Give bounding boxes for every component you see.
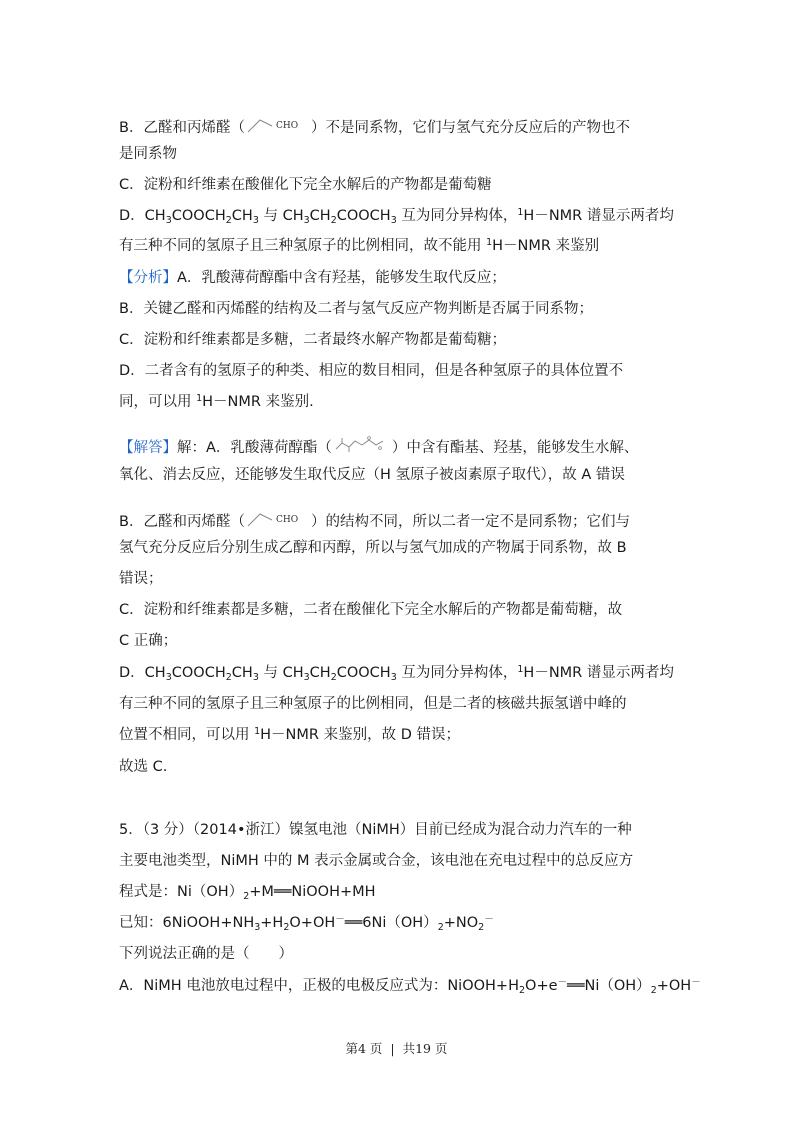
q5-equation: 程式是：$Ni(OH)_2+M══NiOOH+MH$ <box>119 884 376 902</box>
answer-b-cont1: 氢气充分反应后分别生成乙醇和丙醇，所以与氢气加成的产物属于同系物，故 B <box>119 540 627 556</box>
analysis-d-cont: 同，可以用 $^1$H－NMR 来鉴别. <box>119 393 314 410</box>
answer-c-cont: C 正确； <box>119 633 178 649</box>
page-number: 第4 页 <box>345 1041 383 1056</box>
propenal-structure-icon <box>246 114 310 136</box>
q4-option-b: B．乙醛和丙烯醛（ CHO ）不是同系物，它们与氢气充分反应后的产物也不 <box>119 114 630 138</box>
q4-option-d: D．$CH_3COOCH_2CH_3$ 与 $CH_3CH_2COOCH_3$ 互为同分异构体，$^1$H－NMR 谱显示两者均 <box>119 207 674 226</box>
answer-label: 【解答】 <box>119 440 177 456</box>
answer-c: C．淀粉和纤维素都是多糖，二者在酸催化下完全水解后的产物都是葡萄糖，故 <box>119 602 623 618</box>
answer-a: 【解答】解：A．乳酸薄荷醇酯（ ）中含有酯基、羟基，能够发生水解、 <box>119 434 638 458</box>
mol-label: CHO <box>275 515 299 525</box>
answer-b-cont2: 错误； <box>119 571 163 587</box>
q4-option-b-cont: 是同系物 <box>119 146 177 162</box>
analysis-c: C．淀粉和纤维素都是多糖，二者最终水解产物都是葡萄糖； <box>119 332 507 348</box>
answer-final: 故选 C. <box>119 759 168 775</box>
q5-known: 已知：$6NiOOH+NH_3+H_2O+OH^-══6Ni(OH)_2+NO_2^-$ <box>119 914 494 933</box>
q5-line-1: 5．（3 分）（2014•浙江）镍氢电池（NiMH）目前已经成为混合动力汽车的一种 <box>119 822 632 838</box>
answer-d-cont2: 位置不相同，可以用 $^1$H－NMR 来鉴别，故 D 错误； <box>119 726 460 743</box>
total-pages: 共19 页 <box>402 1041 448 1056</box>
analysis-a: 【分析】A．乳酸薄荷醇酯中含有羟基，能够发生取代反应； <box>119 270 506 286</box>
answer-b: B．乙醛和丙烯醛（ CHO ）的结构不同，所以二者一定不是同系物；它们与 <box>119 508 630 532</box>
mol-label: CHO <box>275 121 299 131</box>
analysis-label: 【分析】 <box>119 270 177 286</box>
q5-prompt: 下列说法正确的是（ ） <box>119 946 293 962</box>
answer-d: D．$CH_3COOCH_2CH_3$ 与 $CH_3CH_2COOCH_3$ 互为同分异构体，$^1$H－NMR 谱显示两者均 <box>119 664 674 683</box>
answer-a-cont: 氧化、消去反应，还能够发生取代反应（H 氢原子被卤素原子取代），故 A 错误 <box>119 467 625 483</box>
analysis-b: B．关键乙醛和丙烯醛的结构及二者与氢气反应产物判断是否属于同系物； <box>119 301 593 317</box>
menthyl-lactate-structure-icon <box>333 434 391 456</box>
propenal-structure-icon <box>246 508 310 530</box>
q5-option-a: A．NiMH 电池放电过程中，正极的电极反应式为：$NiOOH+H_2O+e^-══Ni(OH)_2+OH^-$ <box>119 977 701 996</box>
page-footer <box>0 1039 793 1057</box>
answer-d-cont1: 有三种不同的氢原子且三种氢原子的比例相同，但是二者的核磁共振氢谱中峰的 <box>119 696 627 712</box>
q4-option-c: C．淀粉和纤维素在酸催化下完全水解后的产物都是葡萄糖 <box>119 177 492 193</box>
q4-option-d-cont: 有三种不同的氢原子且三种氢原子的比例相同，故不能用 $^1$H－NMR 来鉴别 <box>119 237 600 254</box>
footer-separator: | <box>390 1041 395 1056</box>
q5-line-2: 主要电池类型，NiMH 中的 M 表示金属或合金，该电池在充电过程中的总反应方 <box>119 853 634 869</box>
analysis-d: D．二者含有的氢原子的种类、相应的数目相同，但是各种氢原子的具体位置不 <box>119 363 624 379</box>
